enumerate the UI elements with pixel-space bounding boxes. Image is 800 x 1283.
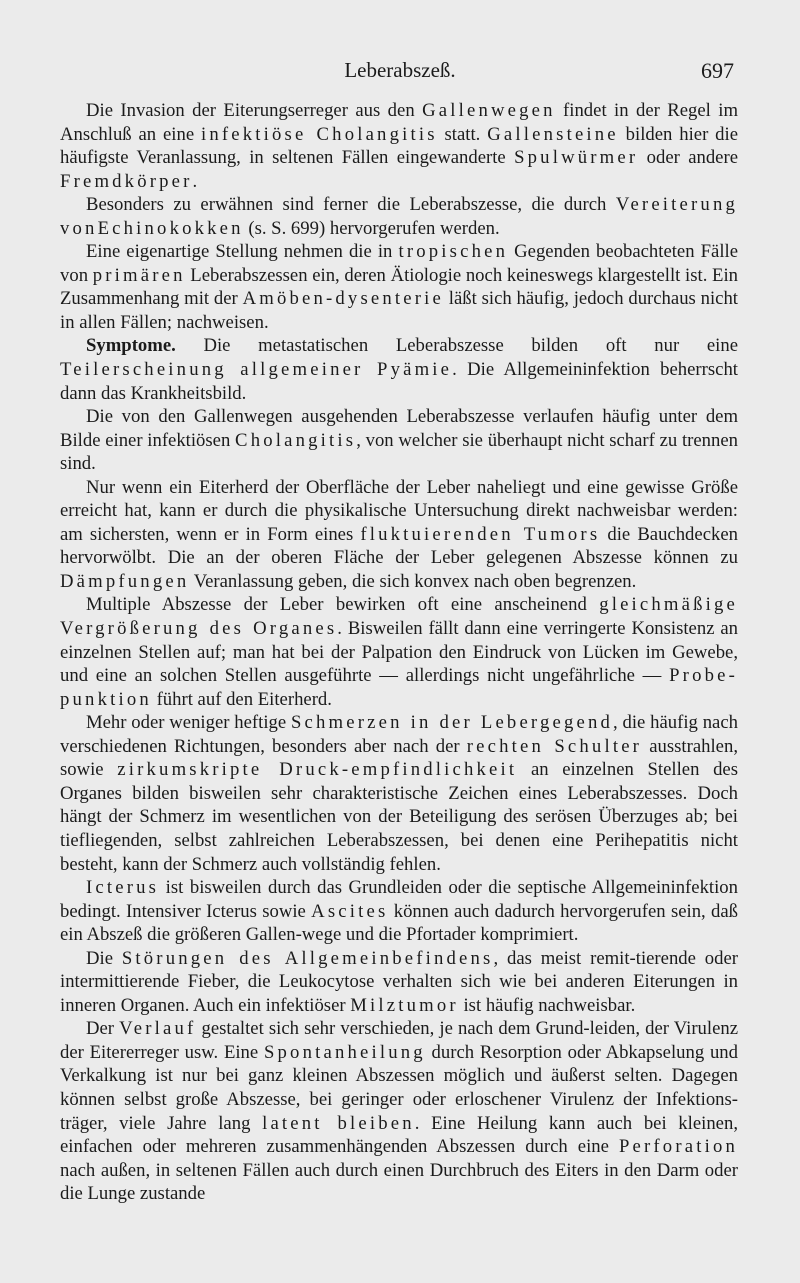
- paragraph: [60, 711, 738, 876]
- text-run: ist häufig nachweisbar.: [458, 994, 636, 1016]
- emphasized-term: Störungen des Allgemeinbefindens: [121, 947, 494, 969]
- paragraph: [60, 1017, 738, 1205]
- emphasized-term: Teilerscheinung allgemeiner Pyämie: [60, 359, 453, 381]
- emphasized-term: primären: [92, 264, 186, 286]
- emphasized-term: Spulwürmer: [514, 147, 639, 169]
- emphasized-term: Probe-punktion: [60, 665, 738, 710]
- text-run: durch Resorption oder Abkapselung und Verkalkung ist nur bei ganz kleinen Abszessen möglich und äußerst selten. Dagegen können selbst große Abszesse, bei geringer oder erloschener Virulenz der Infektions-träger, viele Jahre lang: [60, 1041, 738, 1134]
- emphasized-term: Cholangitis: [235, 429, 357, 451]
- text-run: findet in der Regel im Anschluß an eine: [60, 100, 738, 145]
- emphasized-term: Gallenwegen: [422, 100, 556, 121]
- page-header: [0, 58, 800, 88]
- text-run: Besonders zu erwähnen sind ferner die Leberabszesse, die durch: [86, 194, 616, 216]
- section-heading: Symptome.: [86, 335, 176, 357]
- text-run: können auch dadurch hervorgerufen sein, daß ein Abszeß die größeren Gallen-wege und die Pfortader komprimiert.: [60, 900, 739, 946]
- emphasized-term: Ascites: [311, 900, 389, 922]
- text-run: Gegenden beobachteten Fälle von: [60, 241, 738, 286]
- text-run: Veranlassung geben, die sich konvex nach oben begrenzen.: [189, 570, 637, 592]
- body-text: [60, 99, 738, 1206]
- paragraph: [60, 405, 738, 476]
- text-run: Die Invasion der Eiterungserreger aus den: [86, 100, 423, 121]
- text-run: nach außen, in seltenen Fällen auch durch einen Durchbruch des Eiters in den Darm oder die Lunge zustande: [60, 1159, 738, 1205]
- emphasized-term: Vereiterung vonEchinokokken: [60, 194, 738, 239]
- paragraph: [60, 947, 738, 1018]
- emphasized-term: Perforation: [618, 1136, 738, 1158]
- text-run: ausstrahlen, sowie: [60, 735, 738, 781]
- paragraph: [60, 876, 738, 947]
- paragraph: [60, 593, 738, 711]
- text-run: Die: [86, 947, 122, 969]
- emphasized-term: infektiöse Cholangitis: [201, 123, 438, 145]
- emphasized-term: Spontanheilung: [263, 1041, 426, 1063]
- paragraph: [60, 334, 738, 405]
- text-run: Eine eigenartige Stellung nehmen die in: [86, 241, 399, 263]
- emphasized-term: rechten Schulter: [466, 735, 643, 757]
- emphasized-term: Verlauf: [119, 1018, 197, 1040]
- text-run: . Die Allgemeininfektion beherrscht dann das Krankheitsbild.: [60, 359, 738, 404]
- page-number: 697: [701, 58, 734, 83]
- paragraph: [60, 476, 738, 594]
- emphasized-term: Milztumor: [350, 994, 459, 1016]
- emphasized-term: Fremdkörper: [60, 170, 193, 192]
- text-run: statt.: [437, 123, 488, 145]
- paragraph: [60, 99, 738, 193]
- emphasized-term: latent bleiben: [262, 1112, 415, 1134]
- text-run: Die von den Gallenwegen ausgehenden Leberabszesse verlaufen häufig unter dem Bilde einer infektiösen: [60, 406, 738, 451]
- text-run: Nur wenn ein Eiterherd der Oberfläche der Leber naheliegt und eine gewisse Größe erreicht hat, kann er durch die physikalische Untersuchung direkt nachweisbar werden: am sichersten, wenn er in Form eines: [60, 476, 738, 545]
- emphasized-term: Amöben-dysenterie: [242, 288, 444, 310]
- text-run: Die metastatischen Leberabszesse bilden oft nur eine: [175, 335, 738, 357]
- text-run: Leberabszessen ein, deren Ätiologie noch keineswegs klargestellt ist. Ein Zusammenhang mit der: [60, 264, 738, 310]
- text-run: führt auf den Eiterherd.: [151, 688, 332, 710]
- text-run: bilden hier die häufigste Veranlassung, in seltenen Fällen eingewanderte: [60, 123, 738, 169]
- paragraph: [60, 193, 738, 240]
- text-run: die Bauchdecken hervorwölbt. Die an der oberen Fläche der Leber gelegenen Abszesse können zu: [60, 523, 738, 569]
- text-run: . Eine Heilung kann auch bei kleinen, einfachen oder mehreren zusammenhängenden Abszessen durch eine: [60, 1112, 738, 1158]
- text-run: gestaltet sich sehr verschieden, je nach dem Grund-leiden, der Virulenz der Eitererreger usw. Eine: [60, 1018, 739, 1063]
- emphasized-term: Schmerzen in der Lebergegend: [290, 712, 614, 734]
- running-title: Leberabszeß.: [344, 58, 456, 82]
- paragraph: [60, 240, 738, 334]
- text-run: , das meist remit-tierende oder intermittierende Fieber, die Leukocytose verhalten sich wie bei anderen Eiterungen in inneren Organen. Auch ein infektiöser: [60, 947, 738, 1016]
- text-run: oder andere: [638, 147, 738, 169]
- emphasized-term: gleichmäßige Vergrößerung des Organes: [60, 594, 738, 640]
- emphasized-term: tropischen: [398, 241, 509, 263]
- emphasized-term: zirkumskripte Druck-empfindlichkeit: [117, 759, 518, 781]
- text-run: Mehr oder weniger heftige: [86, 712, 291, 734]
- text-run: Der: [86, 1018, 120, 1040]
- text-run: .: [192, 170, 198, 192]
- text-run: . Bisweilen fällt dann eine verringerte Konsistenz an einzelnen Stellen auf; man hat bei der Palpation den Eindruck von Lücken im Gewebe, und eine an solchen Stellen ausgeführte — allerdings nicht ungefährliche —: [60, 618, 739, 687]
- text-run: , die häufig nach verschiedenen Richtungen, besonders aber nach der: [60, 712, 738, 757]
- emphasized-term: Icterus: [86, 877, 160, 899]
- text-run: läßt sich häufig, jedoch durchaus nicht in allen Fällen; nachweisen.: [60, 288, 738, 333]
- text-run: (s. S. 699) hervorgerufen werden.: [243, 217, 500, 239]
- emphasized-term: Dämpfungen: [60, 570, 190, 592]
- text-run: Multiple Abszesse der Leber bewirken oft eine anscheinend: [86, 594, 600, 616]
- emphasized-term: Gallensteine: [487, 123, 619, 145]
- emphasized-term: fluktuierenden Tumors: [360, 523, 601, 545]
- text-run: , von welcher sie überhaupt nicht scharf zu trennen sind.: [60, 429, 738, 475]
- text-run: an einzelnen Stellen des Organes bilden bisweilen sehr charakteristische Zeichen eines Leberabszesses. Doch hängt der Schmerz im wesentlichen von der Beteiligung des serösen Überzuges ab; bei tiefliegenden, selbst zahlreichen Leberabszessen, bei denen eine Perihepatitis nicht besteht, kann der Schmerz auch vollständig fehlen.: [60, 759, 738, 875]
- text-run: ist bisweilen durch das Grundleiden oder die septische Allgemeininfektion bedingt. Intensiver Icterus sowie: [60, 877, 738, 922]
